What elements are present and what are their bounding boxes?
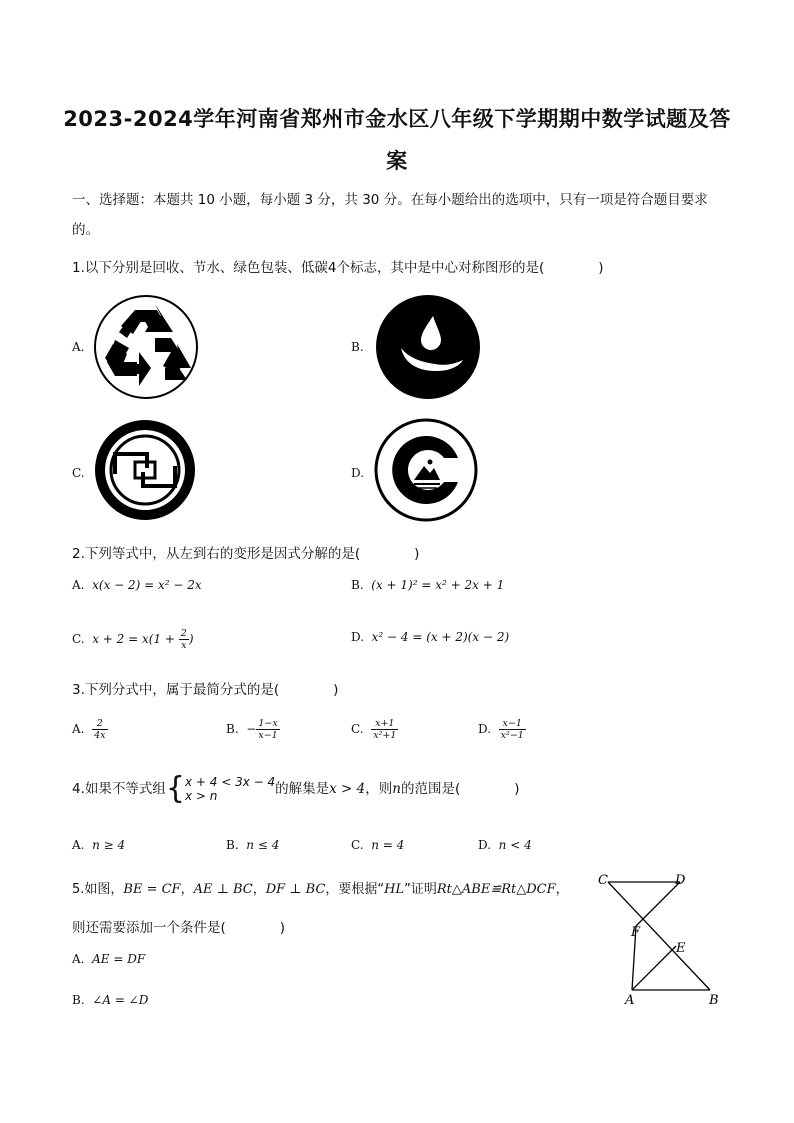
point-f-label: F (631, 925, 641, 940)
q4-option-d: D. n < 4 (478, 838, 532, 852)
recycle-logo-icon (93, 294, 199, 400)
section-instructions-continued: 的。 (72, 222, 99, 238)
q3-option-a: A. $\frac{2}{4x}$ (72, 718, 106, 741)
page-title: 2023-2024学年河南省郑州市金水区八年级下学期期中数学试题及答 (63, 107, 731, 131)
page-title-continued: 案 (386, 149, 408, 173)
q1-option-a-label: A. (72, 340, 85, 354)
point-a-label: A (625, 993, 635, 1008)
point-b-label: B (709, 993, 719, 1008)
q1-option-d-label: D. (351, 466, 365, 480)
q2-option-b: B. (x + 1)² = x² + 2x + 1 (351, 578, 505, 592)
water-saving-logo-icon (375, 294, 481, 400)
low-carbon-logo-icon (374, 418, 478, 522)
section-instructions: 一、选择题：本题共 10 小题，每小题 3 分，共 30 分。在每小题给出的选项中，只有一项是符合题目要求 (72, 192, 708, 208)
q3-option-c: C. $\frac{x+1}{\text{x²+1}}$ (351, 718, 397, 741)
q5-stem-line2: 则还需要添加一个条件是( ) (72, 920, 286, 936)
q3-option-b: B. − $\frac{1-x}{x-1}$ (226, 718, 278, 741)
q5-option-a: A. AE = DF (72, 952, 146, 966)
q1-option-b-label: B. (351, 340, 364, 354)
q2-option-c: C. x + 2 = x(1 + $\frac{2}{x}$ ) (72, 628, 194, 651)
q5-stem: 5.如图，BE = CF，AE ⊥ BC，DF ⊥ BC，要根据“HL”证明Rt△ABE≌Rt△DCF， (72, 882, 569, 897)
q2-option-d: D. x² − 4 = (x + 2)(x − 2) (351, 630, 510, 644)
q5-option-b: B. ∠A = ∠D (72, 993, 149, 1007)
q4-option-b: B. n ≤ 4 (226, 838, 280, 852)
point-d-label: D (675, 873, 686, 888)
q4-option-a: A. n ≥ 4 (72, 838, 126, 852)
q4-stem: 4.如果不等式组{ x + 4 < 3x − 4 x > n 的解集是x > 4，则n的范围是( ) (72, 771, 520, 806)
q3-option-d: D. $\frac{x-1}{\text{x²−1}}$ (478, 718, 524, 741)
point-e-label: E (676, 941, 686, 956)
q5-geometry-figure (592, 868, 732, 1010)
q4-option-c: C. n = 4 (351, 838, 405, 852)
q2-option-a: A. x(x − 2) = x² − 2x (72, 578, 202, 592)
q1-stem: 1.以下分别是回收、节水、绿色包装、低碳4个标志，其中是中心对称图形的是( ) (72, 260, 604, 276)
q1-option-c-label: C. (72, 466, 85, 480)
point-c-label: C (598, 873, 608, 888)
q2-stem: 2.下列等式中，从左到右的变形是因式分解的是( ) (72, 546, 420, 562)
q3-stem: 3.下列分式中，属于最简分式的是( ) (72, 682, 339, 698)
green-packaging-logo-icon (93, 418, 197, 522)
